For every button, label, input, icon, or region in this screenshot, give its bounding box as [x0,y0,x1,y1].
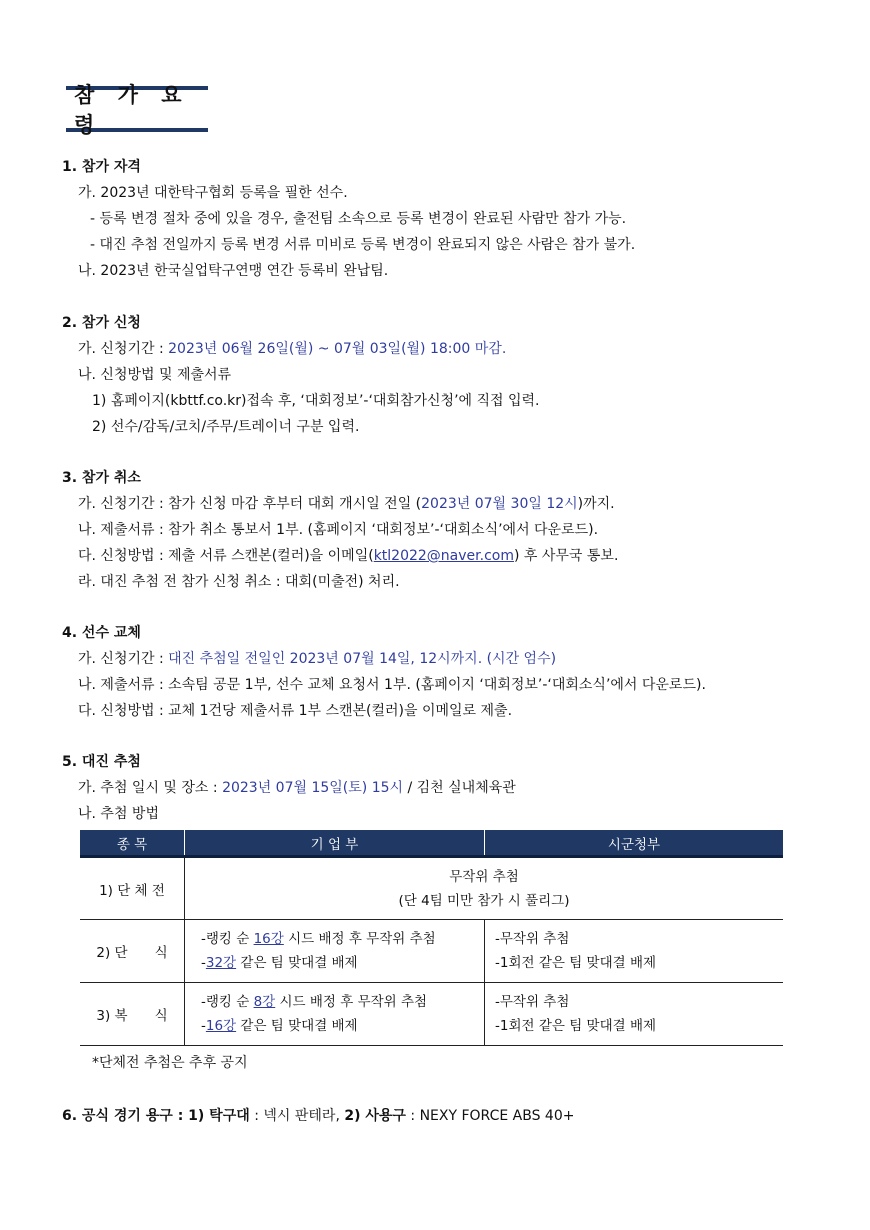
s3-da-pre: 다. 신청방법 : 제출 서류 스캔본(컬러)을 이메일( [78,548,374,564]
singles-muni-line-2: -1회전 같은 팀 맞대결 배제 [495,955,657,971]
s4-ga-label: 가. 신청기간 : [78,651,169,667]
singles-corporate-cell [185,920,485,983]
ball-brand: : NEXY FORCE ABS 40+ [405,1108,575,1124]
s2-item-na: 나. 신청방법 및 제출서류 [78,367,232,383]
table-row-singles [80,920,783,983]
team-draw-note: *단체전 추첨은 추후 공지 [92,1055,248,1071]
doubles-municipal-cell [485,983,784,1046]
team-method-cell [185,857,784,920]
s1-detail-1: - 등록 변경 절차 중에 있을 경우, 출전팀 소속으로 등록 변경이 완료된 사람만 참가 가능. [90,211,627,227]
doubles-round-count: 16강 [205,1018,237,1034]
s3-ga-post: )까지. [577,496,615,512]
event-doubles-label: 3) 복 식 [80,983,185,1046]
doubles-seed-count: 8강 [253,994,276,1010]
s3-da-post: ) 후 사무국 통보. [513,548,619,564]
s3-item-ra: 라. 대진 추첨 전 참가 신청 취소 : 대회(미출전) 처리. [78,574,400,590]
doubles-corp-line-1 [201,990,484,1014]
s5-item-ga [78,777,516,797]
s2-sub-1: 1) 홈페이지(kbttf.co.kr)접속 후, ‘대회정보’-‘대회참가신청’에 직접 입력. [92,393,540,409]
s3-item-da [78,545,618,565]
draw-method-table [80,830,783,1046]
singles-round-count: 32강 [205,955,237,971]
s5-item-na: 나. 추첨 방법 [78,806,159,822]
section-2-heading: 2. 참가 신청 [62,315,141,331]
page-title: 참 가 요 령 [74,83,190,137]
singles-muni-line-1: -무작위 추첨 [495,931,570,947]
singles-corp-line-1 [201,927,484,951]
s4-item-da: 다. 신청방법 : 교체 1건당 제출서류 1부 스캔본(컬러)을 이메일로 제출. [78,703,513,719]
event-team-label: 1) 단 체 전 [80,857,185,920]
s3-ga-date: 2023년 07월 30일 12시 [421,496,578,512]
s1-detail-2: - 대진 추첨 전일까지 등록 변경 서류 미비로 등록 변경이 완료되지 않은 사람은 참가 불가. [90,237,636,253]
singles-corp-pre-1: -랭킹 순 [201,931,254,947]
s2-ga-label: 가. 신청기간 : [78,341,169,357]
s4-item-ga [78,648,556,668]
s3-item-na: 나. 제출서류 : 참가 취소 통보서 1부. (홈페이지 ‘대회정보’-‘대회소식’에서 다운로드). [78,522,599,538]
table-row-doubles [80,983,783,1046]
doubles-corp-pre-1: -랭킹 순 [201,994,254,1010]
singles-seed-count: 16강 [253,931,284,947]
header-corporate: 기 업 부 [185,830,485,857]
event-singles-label: 2) 단 식 [80,920,185,983]
s4-ga-deadline: 대진 추첨일 전일인 2023년 07월 14일, 12시까지. (시간 엄수) [168,651,557,667]
table-header-row [80,830,783,857]
section-6-lead: 6. 공식 경기 용구 : 1) 탁구대 [62,1108,250,1124]
singles-corp-pre-2: - [201,955,206,971]
section-3-heading: 3. 참가 취소 [62,470,141,486]
doubles-muni-line-2: -1회전 같은 팀 맞대결 배제 [495,1018,657,1034]
section-6-equipment [62,1105,574,1125]
team-method-line-2: (단 4팀 미만 참가 시 풀리그) [398,892,570,909]
section-4-heading: 4. 선수 교체 [62,625,141,641]
singles-corp-post-2: 같은 팀 맞대결 배제 [236,955,358,971]
s1-item-ga: 가. 2023년 대한탁구협회 등록을 필한 선수. [78,185,348,201]
page-title-box [66,83,208,137]
team-method-line-1: 무작위 추첨 [449,868,519,885]
s2-sub-2: 2) 선수/감독/코치/주무/트레이너 구분 입력. [92,419,360,435]
doubles-corp-pre-2: - [201,1018,206,1034]
section-5-heading: 5. 대진 추첨 [62,754,141,770]
ball-label: 2) 사용구 [344,1108,406,1124]
s1-item-na: 나. 2023년 한국실업탁구연맹 연간 등록비 완납팀. [78,263,389,279]
s2-ga-period: 2023년 06월 26일(월) ~ 07월 03일(월) 18:00 마감. [168,341,507,357]
singles-corp-post-1: 시드 배정 후 무작위 추첨 [283,931,436,947]
s5-ga-venue: / 김천 실내체육관 [403,780,516,796]
table-brand: : 넥시 판테라, [249,1108,345,1124]
doubles-corp-post-2: 같은 팀 맞대결 배제 [236,1018,358,1034]
s2-item-ga [78,338,506,358]
s3-item-ga [78,493,615,513]
s3-ga-pre: 가. 신청기간 : 참가 신청 마감 후부터 대회 개시일 전일 ( [78,496,422,512]
doubles-corp-line-2 [201,1014,484,1038]
s5-ga-datetime: 2023년 07월 15일(토) 15시 [222,780,404,796]
singles-municipal-cell [485,920,784,983]
table-row-team [80,857,783,920]
doubles-corp-post-1: 시드 배정 후 무작위 추첨 [275,994,428,1010]
section-1-heading: 1. 참가 자격 [62,159,141,175]
singles-corp-line-2 [201,951,484,975]
header-municipal: 시군청부 [485,830,784,857]
s5-ga-label: 가. 추첨 일시 및 장소 : [78,780,223,796]
email-link[interactable]: ktl2022@naver.com [373,548,514,564]
header-event: 종 목 [80,830,185,857]
doubles-muni-line-1: -무작위 추첨 [495,994,570,1010]
doubles-corporate-cell [185,983,485,1046]
s4-item-na: 나. 제출서류 : 소속팀 공문 1부, 선수 교체 요청서 1부. (홈페이지 ‘대회정보’-‘대회소식’에서 다운로드). [78,677,706,693]
